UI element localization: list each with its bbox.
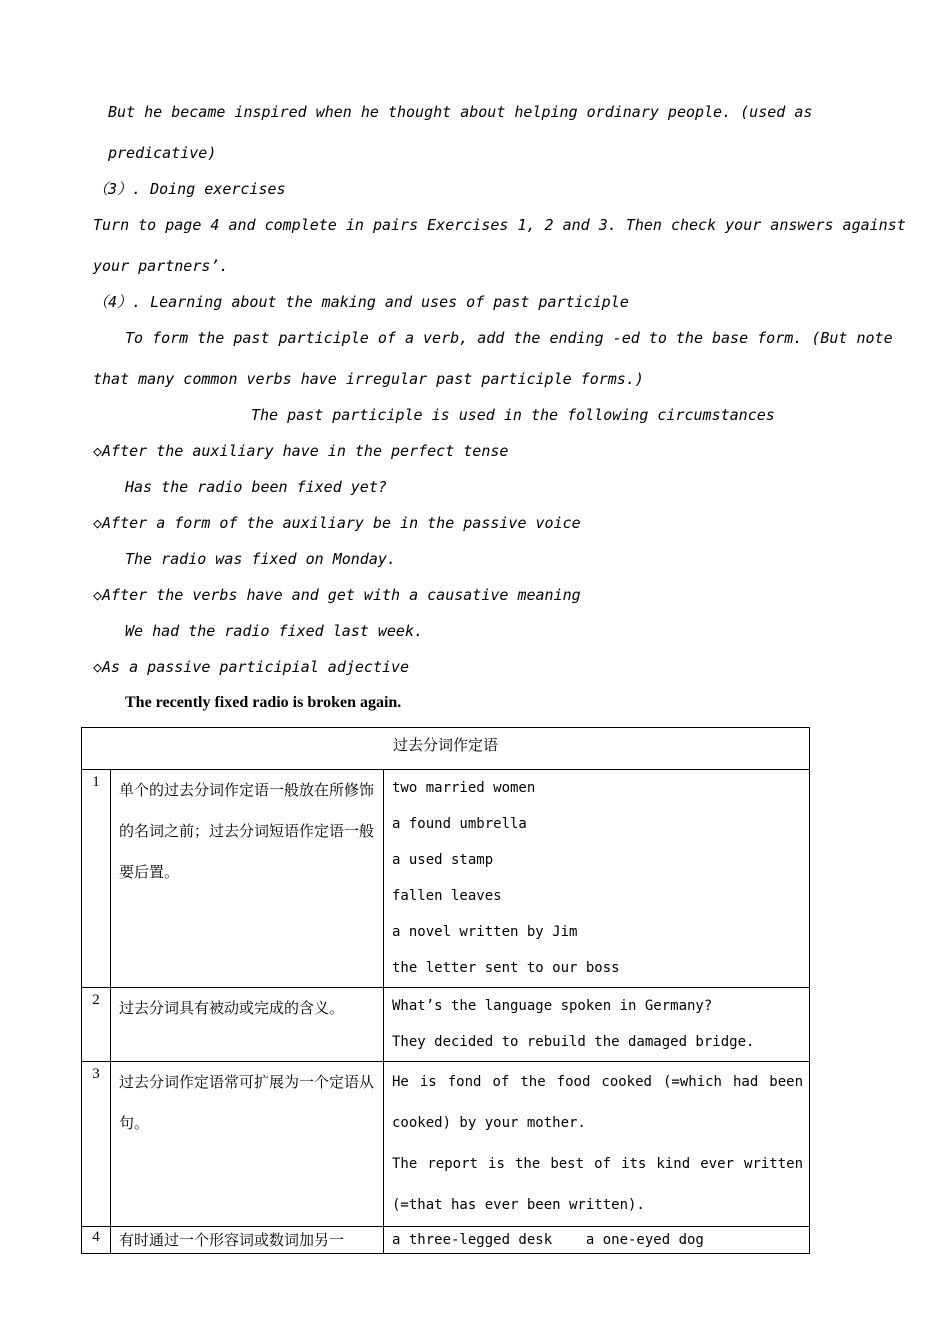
- example-item: The report is the best of its kind ever written (=that has ever been written).: [392, 1156, 804, 1213]
- table-row: [82, 770, 810, 988]
- paragraph-line: But he became inspired when he thought about helping ordinary people. (used as: [108, 103, 813, 121]
- row-description: 单个的过去分词作定语一般放在所修饰的名词之前；过去分词短语作定语一般要后置。: [111, 770, 384, 988]
- row-number: 2: [82, 988, 111, 1062]
- example-item: two married women: [392, 780, 536, 796]
- table-header: 过去分词作定语: [82, 728, 810, 770]
- bullet-item: ◇After the verbs have and get with a causative meaning: [93, 586, 581, 604]
- example-sentence: The recently fixed radio is broken again.: [125, 694, 402, 711]
- row-examples: [384, 770, 810, 988]
- grammar-table: [81, 727, 810, 1254]
- row-examples: [384, 988, 810, 1062]
- row-description: 有时通过一个形容词或数词加另一: [111, 1227, 384, 1254]
- example-sentence: We had the radio fixed last week.: [125, 622, 424, 640]
- paragraph-line: your partners’.: [93, 257, 229, 275]
- paragraph-line: that many common verbs have irregular past participle forms.): [93, 370, 644, 388]
- example-item: a three-legged desk a one-eyed dog: [392, 1232, 704, 1248]
- row-description: 过去分词作定语常可扩展为一个定语从句。: [111, 1062, 384, 1227]
- centered-line: The past participle is used in the following circumstances: [251, 406, 775, 424]
- example-item: He is fond of the food cooked (=which had been cooked) by your mother.: [392, 1074, 804, 1131]
- example-sentence: The radio was fixed on Monday.: [125, 550, 396, 568]
- bullet-item: ◇As a passive participial adjective: [93, 658, 410, 676]
- example-item: the letter sent to our boss: [392, 960, 620, 976]
- example-item: What’s the language spoken in Germany?: [392, 998, 713, 1014]
- bullet-item: ◇After a form of the auxiliary be in the passive voice: [93, 514, 581, 532]
- table-header-row: [82, 728, 810, 770]
- row-number: 1: [82, 770, 111, 988]
- row-description: 过去分词具有被动或完成的含义。: [111, 988, 384, 1062]
- example-item: a used stamp: [392, 852, 494, 868]
- table-row: [82, 1227, 810, 1254]
- bullet-item: ◇After the auxiliary have in the perfect tense: [93, 442, 509, 460]
- example-sentence: Has the radio been fixed yet?: [125, 478, 387, 496]
- example-item: fallen leaves: [392, 888, 502, 904]
- example-item: They decided to rebuild the damaged bridge.: [392, 1034, 755, 1050]
- paragraph-line: To form the past participle of a verb, add the ending -ed to the base form. (But note: [125, 329, 893, 347]
- paragraph-line: predicative): [108, 144, 217, 162]
- paragraph-line: Turn to page 4 and complete in pairs Exercises 1, 2 and 3. Then check your answers against: [93, 216, 906, 234]
- section-heading: （3）. Doing exercises: [93, 180, 286, 198]
- table-row: [82, 988, 810, 1062]
- table-row: [82, 1062, 810, 1227]
- section-heading: （4）. Learning about the making and uses of past participle: [93, 293, 629, 311]
- example-item: a found umbrella: [392, 816, 527, 832]
- row-number: 4: [82, 1227, 111, 1254]
- example-item: a novel written by Jim: [392, 924, 578, 940]
- row-examples: [384, 1227, 810, 1254]
- row-number: 3: [82, 1062, 111, 1227]
- row-examples: [384, 1062, 810, 1227]
